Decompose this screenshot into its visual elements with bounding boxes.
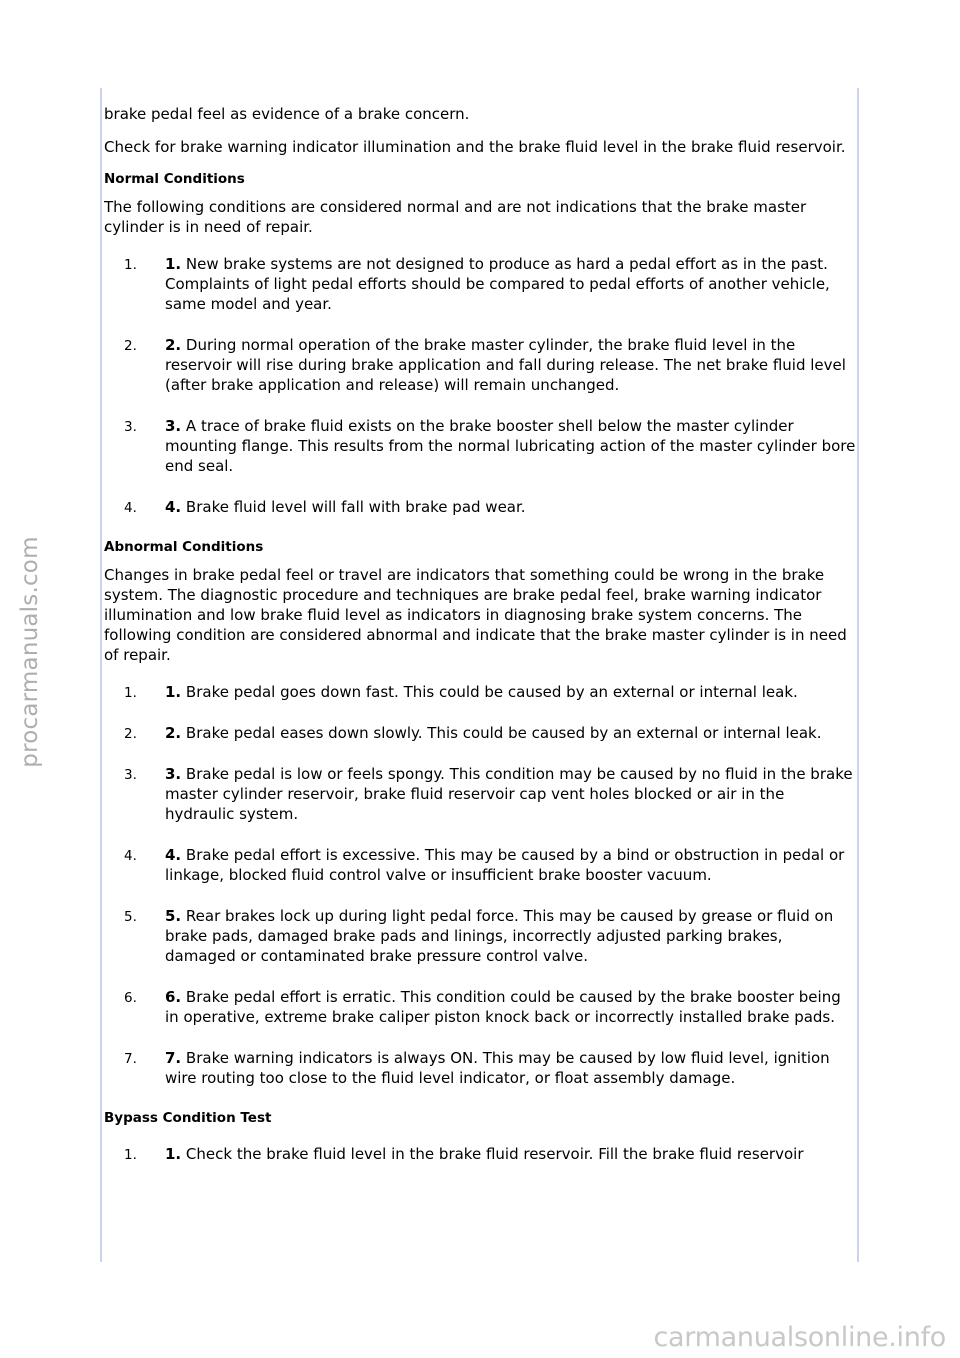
list-number: 4.	[124, 848, 137, 864]
intro-paragraph: Check for brake warning indicator illumination and the brake fluid level in the brake fluid reservoir.	[104, 138, 846, 156]
item-text: Brake pedal is low or feels spongy. This condition may be caused by no fluid in the brake master cylinder reservoir, brake fluid reservoir cap vent holes blocked or air in the hydraulic system.	[165, 765, 853, 823]
item-text: Brake warning indicators is always ON. This may be caused by low fluid level, ignition wire routing too close to the fluid level indicator, or float assembly damage.	[165, 1049, 830, 1087]
item-text: Brake fluid level will fall with brake pad wear.	[185, 498, 526, 516]
item-lead: 4.	[165, 846, 182, 864]
list-number: 3.	[124, 767, 137, 783]
list-item	[104, 845, 856, 885]
item-text: During normal operation of the brake master cylinder, the brake fluid level in the reservoir will rise during brake application and fall during release. The net brake fluid level (after brake application and release) will remain unchanged.	[165, 336, 846, 394]
item-text: New brake systems are not designed to produce as hard a pedal effort as in the past. Complaints of light pedal efforts should be compared to pedal efforts of another vehicle, same model and year.	[165, 255, 830, 313]
list-item	[104, 764, 856, 824]
normal-intro: The following conditions are considered normal and are not indications that the brake master cylinder is in need of repair.	[104, 198, 807, 236]
list-item	[104, 416, 856, 476]
side-watermark: procarmanuals.com	[17, 536, 43, 768]
list-item	[104, 254, 856, 314]
footer-watermark: carmanualsonline.info	[653, 1322, 946, 1353]
intro-paragraph: brake pedal feel as evidence of a brake concern.	[104, 105, 470, 123]
item-lead: 7.	[165, 1049, 182, 1067]
list-item	[104, 987, 856, 1027]
abnormal-conditions-list	[104, 682, 856, 1088]
list-number: 2.	[124, 338, 137, 354]
list-number: 5.	[124, 909, 137, 925]
list-number: 1.	[124, 1147, 137, 1163]
list-number: 7.	[124, 1051, 137, 1067]
list-item	[104, 1048, 856, 1088]
section-heading-normal: Normal Conditions	[104, 171, 245, 187]
list-item	[104, 723, 856, 743]
list-item	[104, 335, 856, 395]
item-text: Brake pedal eases down slowly. This could be caused by an external or internal leak.	[185, 724, 822, 742]
item-text: Brake pedal effort is excessive. This may be caused by a bind or obstruction in pedal or linkage, blocked fluid control valve or insufficient brake booster vacuum.	[165, 846, 845, 884]
list-number: 1.	[124, 685, 137, 701]
list-item	[104, 497, 856, 517]
item-lead: 6.	[165, 988, 182, 1006]
item-lead: 3.	[165, 417, 182, 435]
item-text: Brake pedal effort is erratic. This condition could be caused by the brake booster being in operative, extreme brake caliper piston knock back or incorrectly installed brake pads.	[165, 988, 841, 1026]
bypass-test-list	[104, 1144, 856, 1164]
section-heading-bypass: Bypass Condition Test	[104, 1110, 272, 1126]
list-number: 4.	[124, 500, 137, 516]
item-lead: 1.	[165, 683, 182, 701]
section-heading-abnormal: Abnormal Conditions	[104, 539, 264, 555]
list-number: 2.	[124, 726, 137, 742]
list-number: 3.	[124, 419, 137, 435]
item-lead: 4.	[165, 498, 182, 516]
item-text: Check the brake fluid level in the brake fluid reservoir. Fill the brake fluid reservoir	[185, 1145, 804, 1163]
list-number: 6.	[124, 990, 137, 1006]
item-lead: 2.	[165, 724, 182, 742]
normal-conditions-list	[104, 254, 856, 517]
item-text: A trace of brake fluid exists on the brake booster shell below the master cylinder mounting flange. This results from the normal lubricating action of the master cylinder bore end seal.	[165, 417, 856, 475]
abnormal-intro: Changes in brake pedal feel or travel are indicators that something could be wrong in the brake system. The diagnostic procedure and techniques are brake pedal feel, brake warning indicator illumination and low brake fluid level as indicators in diagnosing brake system concerns. The following condition are considered abnormal and indicate that the brake master cylinder is in need of repair.	[104, 566, 847, 664]
list-item	[104, 1144, 856, 1164]
item-text: Brake pedal goes down fast. This could be caused by an external or internal leak.	[185, 683, 798, 701]
item-lead: 5.	[165, 907, 182, 925]
list-number: 1.	[124, 257, 137, 273]
document-body	[104, 104, 856, 1185]
list-item	[104, 682, 856, 702]
item-lead: 3.	[165, 765, 182, 783]
right-border-rule	[857, 88, 859, 1262]
left-border-rule	[100, 88, 102, 1262]
item-lead: 1.	[165, 1145, 182, 1163]
item-lead: 2.	[165, 336, 182, 354]
item-text: Rear brakes lock up during light pedal force. This may be caused by grease or fluid on brake pads, damaged brake pads and linings, incorrectly adjusted parking brakes, damaged or contaminated brake pressure control valve.	[165, 907, 834, 965]
item-lead: 1.	[165, 255, 182, 273]
list-item	[104, 906, 856, 966]
